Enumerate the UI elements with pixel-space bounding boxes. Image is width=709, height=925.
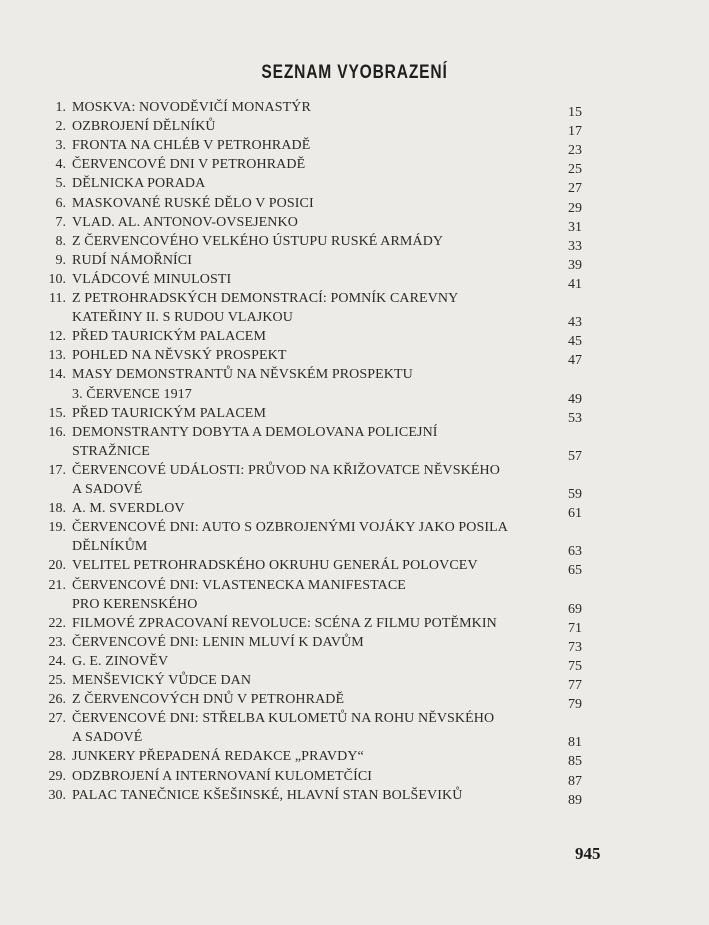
entry-page-number: 75 — [568, 658, 582, 674]
entry-number: 22. — [48, 615, 66, 631]
entry-page-number: 31 — [568, 219, 582, 235]
entry-page-number: 87 — [568, 773, 582, 789]
entry-page-number: 57 — [568, 448, 582, 464]
entry-page-number: 47 — [568, 353, 582, 369]
entry-number: 20. — [48, 558, 66, 574]
entry-caption: DĚLNICKA PORADA — [72, 176, 206, 192]
entry-number: 19. — [48, 520, 66, 536]
entry-caption: G. E. ZINOVĚV — [72, 653, 169, 669]
entry-page-number: 61 — [568, 506, 582, 522]
entry-page-number: 27 — [568, 181, 582, 197]
entry-caption: ČERVENCOVÉ DNI V PETROHRADĚ — [72, 157, 306, 173]
entry-caption: MENŠEVICKÝ VŮDCE DAN — [72, 673, 252, 688]
entry-number: 15. — [48, 405, 66, 421]
entry-page-number: 69 — [568, 601, 582, 617]
entry-page-number: 49 — [568, 391, 582, 407]
entry-caption: FILMOVÉ ZPRACOVANÍ REVOLUCE: SCÉNA Z FILMU POTĚMKIN — [72, 615, 497, 631]
entry-number: 12. — [48, 329, 66, 345]
entry-caption: PALAC TANEČNICE KŠEŠINSKÉ, HLAVNÍ STAN BOLŠEVIKŮ — [72, 787, 463, 803]
entry-page-number: 53 — [568, 410, 582, 426]
entry-page-number: 25 — [568, 162, 582, 178]
entry-number: 9. — [55, 252, 66, 268]
entry-caption: MASKOVANÉ RUSKÉ DĚLO V POSICI — [72, 195, 314, 211]
entry-page-number: 79 — [568, 697, 582, 713]
entry-caption: VLAD. AL. ANTONOV-OVSEJENKO — [72, 214, 298, 230]
entry-number: 6. — [55, 195, 66, 211]
entry-number: 29. — [48, 768, 66, 784]
entry-page-number: 23 — [568, 143, 582, 159]
entry-caption: ČERVENCOVÉ UDÁLOSTI: PRŮVOD NA KŘIŽOVATCE NĚVSKÉHO — [72, 462, 500, 478]
entry-page-number: 81 — [568, 735, 582, 751]
entry-page-number: 45 — [568, 334, 582, 350]
entry-caption: A SADOVÉ — [72, 482, 143, 497]
entry-caption: DEMONSTRANTY DOBYTA A DEMOLOVANA POLICEJNÍ — [72, 424, 438, 440]
entry-caption: VELITEL PETROHRADSKÉHO OKRUHU GENERÁL POLOVCEV — [72, 558, 478, 574]
entry-caption: DĚLNÍKŮM — [72, 539, 148, 555]
entry-number: 7. — [55, 214, 66, 230]
entry-caption: RUDÍ NÁMOŘNÍCI — [72, 252, 193, 268]
entry-number: 21. — [48, 577, 66, 593]
entry-caption: FRONTA NA CHLÉB V PETROHRADĚ — [72, 138, 311, 154]
entry-number: 5. — [55, 176, 66, 192]
entry-caption: 3. ČERVENCE 1917 — [72, 386, 192, 402]
entry-caption: MOSKVA: NOVODĚVIČÍ MONASTÝR — [72, 100, 311, 115]
entry-page-number: 33 — [568, 238, 582, 254]
entry-caption: PŘED TAURICKÝM PALACEM — [72, 329, 267, 345]
entry-number: 26. — [48, 692, 66, 708]
entry-page-number: 39 — [568, 257, 582, 273]
entry-page-number: 63 — [568, 544, 582, 560]
entry-number: 8. — [55, 233, 66, 249]
entry-page-number: 17 — [568, 124, 582, 140]
entry-caption: OZBROJENÍ DĚLNÍKŮ — [72, 119, 216, 135]
entry-page-number: 41 — [568, 276, 582, 292]
entry-page-number: 29 — [568, 200, 582, 216]
entry-caption: ČERVENCOVÉ DNI: STŘELBA KULOMETŮ NA ROHU NĚVSKÉHO — [72, 711, 495, 727]
entry-caption: ČERVENCOVÉ DNI: LENIN MLUVÍ K DAVŮM — [72, 634, 364, 650]
entry-page-number: 71 — [568, 620, 582, 636]
entry-number: 1. — [55, 100, 66, 115]
entry-page-number: 77 — [568, 678, 582, 693]
entry-caption: ČERVENCOVÉ DNI: AUTO S OZBROJENÝMI VOJÁKY JAKO POSILA — [72, 520, 508, 536]
entry-page-number: 43 — [568, 315, 582, 331]
entry-caption: ČERVENCOVÉ DNI: VLASTENECKA MANIFESTACE — [72, 577, 406, 593]
entry-number: 3. — [55, 138, 66, 154]
entry-number: 10. — [48, 271, 66, 287]
entry-page-number: 89 — [568, 792, 582, 808]
entry-number: 11. — [49, 291, 66, 306]
entry-caption: PŘED TAURICKÝM PALACEM — [72, 405, 267, 421]
entry-page-number: 65 — [568, 563, 582, 579]
entry-number: 13. — [48, 348, 66, 364]
entry-caption: A. M. SVERDLOV — [72, 501, 185, 517]
entry-caption: JUNKERY PŘEPADENÁ REDAKCE „PRAVDY“ — [72, 749, 364, 765]
entry-caption: A SADOVÉ — [72, 730, 143, 746]
entry-caption: Z ČERVENCOVÉHO VELKÉHO ÚSTUPU RUSKÉ ARMÁDY — [72, 233, 444, 249]
entry-caption: MASY DEMONSTRANTŮ NA NĚVSKÉM PROSPEKTU — [72, 367, 413, 383]
entry-number: 2. — [55, 119, 66, 135]
page-number: 945 — [575, 844, 601, 863]
entry-caption: KATEŘINY II. S RUDOU VLAJKOU — [72, 310, 293, 326]
entry-number: 27. — [48, 711, 66, 727]
entry-number: 4. — [55, 157, 66, 173]
entry-page-number: 85 — [568, 754, 582, 770]
page-title: SEZNAM VYOBRAZENÍ — [261, 62, 448, 83]
entry-page-number: 59 — [568, 487, 582, 502]
entry-caption: PRO KERENSKÉHO — [72, 596, 198, 612]
entry-number: 23. — [48, 634, 66, 650]
entry-caption: VLÁDCOVÉ MINULOSTI — [72, 271, 232, 287]
entry-number: 28. — [48, 749, 66, 765]
entry-number: 25. — [48, 673, 66, 688]
entry-caption: POHLED NA NĚVSKÝ PROSPEKT — [72, 348, 287, 364]
entry-number: 30. — [48, 787, 66, 803]
entry-page-number: 73 — [568, 639, 582, 655]
entry-caption: Z ČERVENCOVÝCH DNŮ V PETROHRADĚ — [72, 692, 345, 708]
entry-number: 16. — [48, 424, 66, 440]
entry-number: 18. — [48, 501, 66, 517]
entry-number: 17. — [48, 462, 66, 478]
entry-number: 24. — [48, 653, 66, 669]
entry-number: 14. — [48, 367, 66, 383]
entry-caption: Z PETROHRADSKÝCH DEMONSTRACÍ: POMNÍK CAREVNY — [72, 291, 459, 306]
entry-page-number: 15 — [568, 105, 582, 120]
entry-caption: STRAŽNICE — [72, 443, 150, 459]
entry-caption: ODZBROJENÍ A INTERNOVANÍ KULOMETČÍCI — [72, 768, 373, 784]
